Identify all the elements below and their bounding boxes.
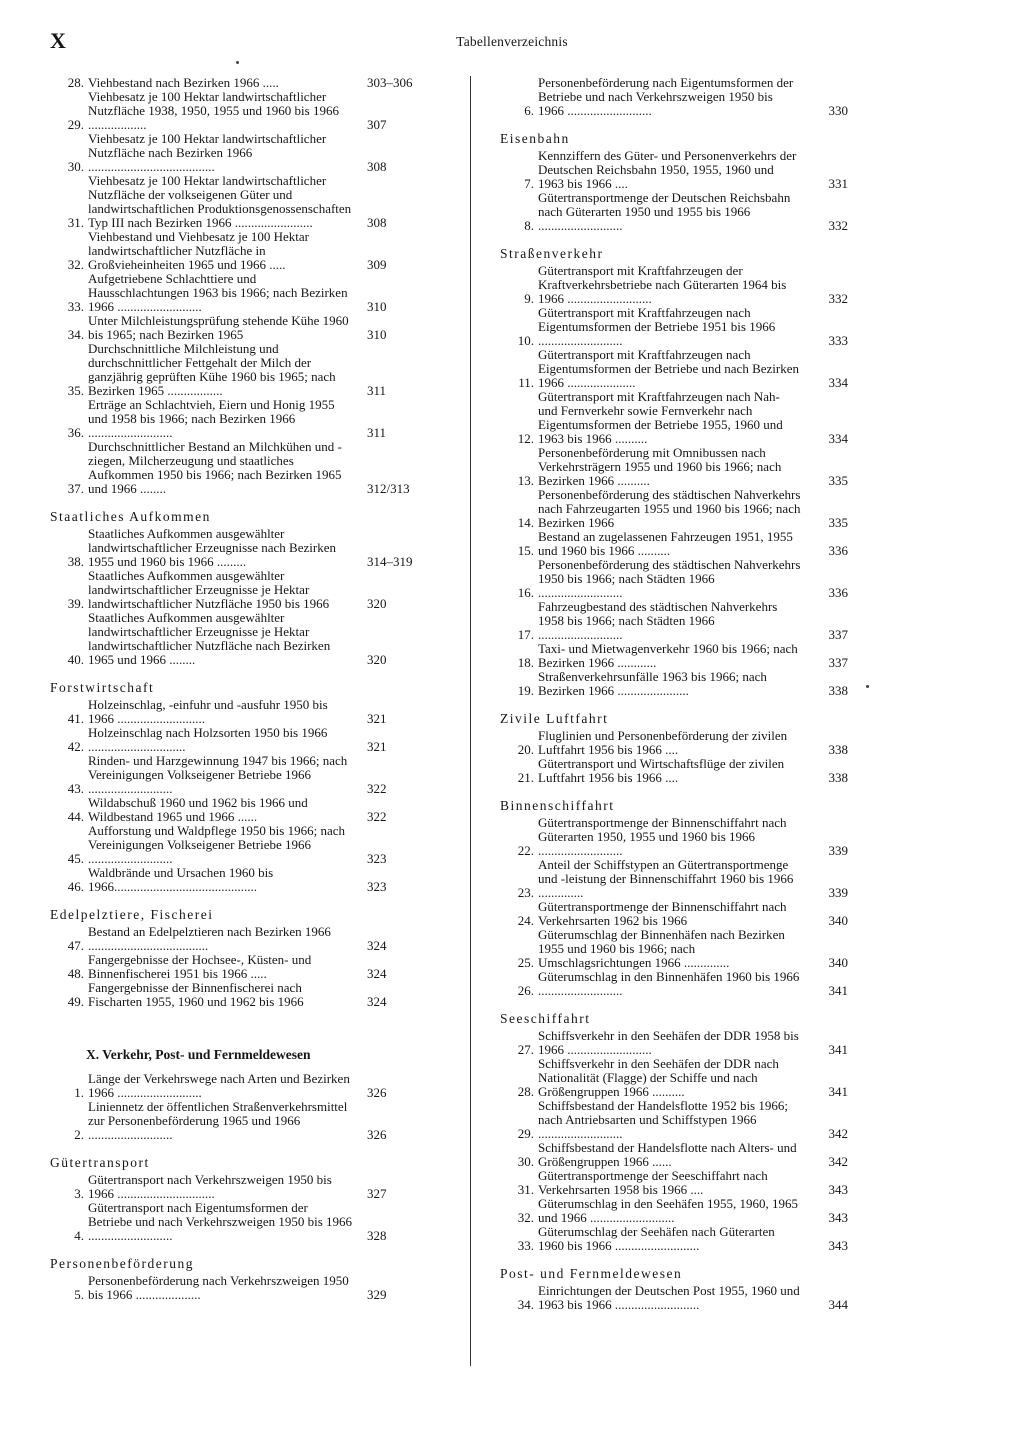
table-number: 18. — [517, 655, 534, 670]
toc-entry — [50, 754, 433, 796]
table-number: 16. — [517, 585, 534, 600]
table-title: Länge der Verkehrswege nach Arten und Bezirken 1966 .......................... — [88, 1071, 350, 1100]
print-speck — [866, 685, 869, 688]
table-number: 49. — [67, 994, 84, 1009]
page-number: 343 — [828, 1182, 848, 1197]
toc-entry — [50, 866, 433, 894]
table-title: Straßenverkehrsunfälle 1963 bis 1966; nach Bezirken 1966 ...................... — [538, 669, 767, 698]
table-number: 17. — [517, 627, 534, 642]
table-title: Gütertransport mit Kraftfahrzeugen nach Eigentumsformen der Betriebe 1951 bis 1966 .......................... — [538, 305, 776, 348]
table-title: Gütertransport mit Kraftfahrzeugen der Kraftverkehrsbetriebe nach Güterarten 1964 bis 1966 .......................... — [538, 263, 787, 306]
table-title: Personenbeförderung nach Eigentumsformen der Betriebe und nach Verkehrszweigen 1950 bis 1966 .......................... — [538, 75, 794, 118]
toc-entry — [500, 76, 848, 118]
table-number: 6. — [524, 103, 534, 118]
page-number: 326 — [367, 1085, 387, 1100]
table-number: 38. — [67, 554, 84, 569]
toc-entry — [500, 670, 848, 698]
toc-entry — [500, 1169, 848, 1197]
table-title: Gütertransport nach Eigentumsformen der Betriebe und nach Verkehrszweigen 1950 bis 1966 .......................... — [88, 1200, 353, 1243]
section-heading: Post- und Fernmeldewesen — [500, 1266, 683, 1281]
page-number: 323 — [367, 879, 387, 894]
page-number: 321 — [367, 711, 387, 726]
table-title: Staatliches Aufkommen ausgewählter landwirtschaftlicher Erzeugnisse je Hektar landwirtschaftlicher Nutzfläche 1950 bis 1966 — [88, 568, 330, 611]
table-title: Aufgetriebene Schlachttiere und Hausschlachtungen 1963 bis 1966; nach Bezirken 1966 .......................... — [88, 271, 348, 314]
page-number: 321 — [367, 739, 387, 754]
table-title: Bestand an zugelassenen Fahrzeugen 1951, 1955 und 1960 bis 1966 .......... — [538, 529, 793, 558]
section-heading: Gütertransport — [50, 1155, 150, 1170]
page-number: 322 — [367, 781, 387, 796]
toc-entry — [500, 390, 848, 446]
table-number: 3. — [74, 1186, 84, 1201]
section-heading: Forstwirtschaft — [50, 680, 155, 695]
page-number: 324 — [367, 938, 387, 953]
toc-entry — [50, 981, 433, 1009]
page-number: 338 — [828, 683, 848, 698]
toc-entry — [500, 970, 848, 998]
page-number: 326 — [367, 1127, 387, 1142]
table-number: 25. — [517, 955, 534, 970]
table-title: Anteil der Schiffstypen an Gütertransportmenge und -leistung der Binnenschiffahrt 1960 bis 1966 .............. — [538, 857, 794, 900]
column-divider — [470, 76, 471, 1366]
section-heading: Edelpelztiere, Fischerei — [50, 907, 214, 922]
toc-entry — [500, 757, 848, 785]
page-number: 339 — [828, 885, 848, 900]
table-number: 10. — [517, 333, 534, 348]
page-number: 310 — [367, 299, 387, 314]
table-number: 33. — [67, 299, 84, 314]
table-title: Unter Milchleistungsprüfung stehende Kühe 1960 bis 1965; nach Bezirken 1965 — [88, 313, 349, 342]
page-number: 335 — [828, 473, 848, 488]
table-title: Erträge an Schlachtvieh, Eiern und Honig 1955 und 1958 bis 1966; nach Bezirken 1966 .......................... — [88, 397, 335, 440]
table-number: 4. — [74, 1228, 84, 1243]
toc-entry — [50, 398, 433, 440]
table-number: 7. — [524, 176, 534, 191]
section-heading: Binnenschiffahrt — [500, 798, 615, 813]
table-number: 48. — [67, 966, 84, 981]
table-title: Durchschnittlicher Bestand an Milchkühen und -ziegen, Milcherzeugung und staatliches Aufkommen 1950 bis 1966; nach Bezirken 1965 und 1966 ........ — [88, 439, 342, 496]
toc-entry — [500, 900, 848, 928]
section-heading: Straßenverkehr — [500, 246, 604, 261]
table-title: Fluglinien und Personenbeförderung der zivilen Luftfahrt 1956 bis 1966 .... — [538, 728, 788, 757]
page-number: 331 — [828, 176, 848, 191]
table-number: 35. — [67, 383, 84, 398]
table-title: Aufforstung und Waldpflege 1950 bis 1966; nach Vereinigungen Volkseigener Betriebe 1966 .......................... — [88, 823, 345, 866]
toc-entry — [50, 726, 433, 754]
table-number: 47. — [67, 938, 84, 953]
page-number: 342 — [828, 1126, 848, 1141]
toc-entry — [50, 1173, 433, 1201]
table-title: Fangergebnisse der Hochsee-, Küsten- und Binnenfischerei 1951 bis 1966 ..... — [88, 952, 312, 981]
page-number: 311 — [367, 383, 387, 398]
table-title: Personenbeförderung mit Omnibussen nach Verkehrsträgern 1955 und 1960 bis 1966; nach Bezirken 1966 .......... — [538, 445, 782, 488]
chapter-heading: X. Verkehr, Post- und Fernmeldewesen — [86, 1047, 311, 1062]
table-number: 42. — [67, 739, 84, 754]
page-number: 320 — [367, 652, 387, 667]
table-title: Viehbestand und Viehbesatz je 100 Hektar landwirtschaftlicher Nutzfläche in Großvieheinheiten 1965 und 1966 ..... — [88, 229, 309, 272]
page-number: 311 — [367, 425, 387, 440]
page-number: 341 — [828, 1084, 848, 1099]
toc-entry — [50, 1201, 433, 1243]
table-title: Gütertransportmenge der Seeschiffahrt nach Verkehrsarten 1958 bis 1966 .... — [538, 1168, 768, 1197]
table-number: 24. — [517, 913, 534, 928]
toc-entry — [50, 230, 433, 272]
page-number: 338 — [828, 770, 848, 785]
toc-entry — [50, 342, 433, 398]
page-number: 328 — [367, 1228, 387, 1243]
toc-entry — [50, 698, 433, 726]
table-title: Gütertransportmenge der Binnenschiffahrt nach Güterarten 1950, 1955 und 1960 bis 1966 .......................... — [538, 815, 787, 858]
page-number: 332 — [828, 218, 848, 233]
toc-entry — [50, 611, 433, 667]
table-title: Kennziffern des Güter- und Personenverkehrs der Deutschen Reichsbahn 1950, 1955, 1960 und 1963 bis 1966 .... — [538, 148, 797, 191]
page-number: 342 — [828, 1154, 848, 1169]
table-title: Gütertransport nach Verkehrszweigen 1950 bis 1966 .............................. — [88, 1172, 332, 1201]
table-number: 45. — [67, 851, 84, 866]
table-title: Güterumschlag der Seehäfen nach Güterarten 1960 bis 1966 .......................... — [538, 1224, 775, 1253]
section-heading: Seeschiffahrt — [500, 1011, 591, 1026]
page-number: 327 — [367, 1186, 387, 1201]
page-number: 335 — [828, 515, 848, 530]
table-title: Gütertransport und Wirtschaftsflüge der zivilen Luftfahrt 1956 bis 1966 .... — [538, 756, 785, 785]
toc-entry — [500, 558, 848, 600]
table-title: Waldbrände und Ursachen 1960 bis 1966............................................ — [88, 865, 274, 894]
table-number: 43. — [67, 781, 84, 796]
table-number: 5. — [74, 1287, 84, 1302]
page-number: 310 — [367, 327, 387, 342]
toc-entry — [500, 488, 848, 530]
toc-entry — [500, 1197, 848, 1225]
table-number: 44. — [67, 809, 84, 824]
page-number: 336 — [828, 543, 848, 558]
table-title: Viehbesatz je 100 Hektar landwirtschaftlicher Nutzfläche 1938, 1950, 1955 und 1960 bis 1966 .................. — [88, 89, 339, 132]
table-number: 1. — [74, 1085, 84, 1100]
toc-entry — [50, 527, 433, 569]
table-number: 29. — [517, 1126, 534, 1141]
table-number: 32. — [517, 1210, 534, 1225]
toc-entry — [500, 306, 848, 348]
toc-entry — [50, 1100, 433, 1142]
page-number: 338 — [828, 742, 848, 757]
toc-entry — [50, 440, 433, 496]
table-title: Holzeinschlag nach Holzsorten 1950 bis 1966 .............................. — [88, 725, 328, 754]
table-title: Güterumschlag in den Binnenhäfen 1960 bis 1966 .......................... — [538, 969, 800, 998]
toc-entry — [500, 1225, 848, 1253]
table-title: Gütertransport mit Kraftfahrzeugen nach Nah- und Fernverkehr sowie Fernverkehr nach Eigentumsformen der Betriebe 1955, 1960 und 1963 bis 1966 .......... — [538, 389, 783, 446]
section-heading: Staatliches Aufkommen — [50, 509, 211, 524]
table-number: 2. — [74, 1127, 84, 1142]
table-number: 23. — [517, 885, 534, 900]
table-number: 9. — [524, 291, 534, 306]
table-number: 34. — [517, 1297, 534, 1312]
left-column — [50, 76, 433, 1302]
table-number: 15. — [517, 543, 534, 558]
toc-entry — [500, 729, 848, 757]
page-number: 340 — [828, 955, 848, 970]
table-number: 13. — [517, 473, 534, 488]
page-number: 324 — [367, 966, 387, 981]
page-number: 334 — [828, 375, 848, 390]
print-speck — [236, 61, 239, 64]
table-title: Liniennetz der öffentlichen Straßenverkehrsmittel zur Personenbeförderung 1965 und 1966 .......................... — [88, 1099, 348, 1142]
toc-entry — [500, 446, 848, 488]
table-number: 39. — [67, 596, 84, 611]
table-title: Personenbeförderung des städtischen Nahverkehrs nach Fahrzeugarten 1955 und 1960 bis 1966; nach Bezirken 1966 — [538, 487, 801, 530]
table-number: 22. — [517, 843, 534, 858]
toc-entry — [50, 90, 433, 132]
page-number: 341 — [828, 983, 848, 998]
page-number: 332 — [828, 291, 848, 306]
page-number: 323 — [367, 851, 387, 866]
table-title: Güterumschlag der Binnenhäfen nach Bezirken 1955 und 1960 bis 1966; nach Umschlagsrichtungen 1966 .............. — [538, 927, 785, 970]
page-number: 329 — [367, 1287, 387, 1302]
table-number: 26. — [517, 983, 534, 998]
toc-entry — [50, 272, 433, 314]
page-number: 322 — [367, 809, 387, 824]
toc-entry — [500, 816, 848, 858]
toc-entry — [50, 796, 433, 824]
page-number: 341 — [828, 1042, 848, 1057]
toc-entry — [50, 953, 433, 981]
table-number: 12. — [517, 431, 534, 446]
toc-entry — [50, 925, 433, 953]
table-number: 11. — [518, 375, 534, 390]
section-heading: Zivile Luftfahrt — [500, 711, 609, 726]
page-number: 307 — [367, 117, 387, 132]
table-number: 28. — [517, 1084, 534, 1099]
toc-entry — [500, 191, 848, 233]
table-title: Gütertransport mit Kraftfahrzeugen nach Eigentumsformen der Betriebe und nach Bezirken 1966 ..................... — [538, 347, 799, 390]
table-number: 31. — [67, 215, 84, 230]
toc-entry — [50, 314, 433, 342]
table-title: Personenbeförderung des städtischen Nahverkehrs 1950 bis 1966; nach Städten 1966 .......................... — [538, 557, 801, 600]
toc-entry — [500, 1099, 848, 1141]
table-title: Rinden- und Harzgewinnung 1947 bis 1966; nach Vereinigungen Volkseigener Betriebe 1966 .......................... — [88, 753, 348, 796]
table-number: 29. — [67, 117, 84, 132]
table-number: 46. — [67, 879, 84, 894]
toc-entry — [500, 149, 848, 191]
toc-entry — [50, 824, 433, 866]
page-number: 334 — [828, 431, 848, 446]
page-number: 339 — [828, 843, 848, 858]
page-number: 344 — [828, 1297, 848, 1312]
page-number: 312/313 — [367, 481, 410, 496]
toc-entry — [50, 1274, 433, 1302]
table-title: Durchschnittliche Milchleistung und durchschnittlicher Fettgehalt der Milch der ganzjährig geprüften Kühe 1960 bis 1965; nach Bezirken 1965 ................. — [88, 341, 336, 398]
table-number: 27. — [517, 1042, 534, 1057]
table-number: 19. — [517, 683, 534, 698]
page-number: 333 — [828, 333, 848, 348]
table-title: Fahrzeugbestand des städtischen Nahverkehrs 1958 bis 1966; nach Städten 1966 .......................... — [538, 599, 778, 642]
table-title: Schiffsbestand der Handelsflotte 1952 bis 1966; nach Antriebsarten und Schiffstypen 1966 .......................... — [538, 1098, 788, 1141]
table-title: Holzeinschlag, -einfuhr und -ausfuhr 1950 bis 1966 ........................... — [88, 697, 328, 726]
table-number: 20. — [517, 742, 534, 757]
table-number: 36. — [67, 425, 84, 440]
section-heading: Eisenbahn — [500, 131, 570, 146]
toc-entry — [500, 1284, 848, 1312]
table-number: 31. — [517, 1182, 534, 1197]
right-column — [500, 76, 848, 1312]
section-heading: Personenbeförderung — [50, 1256, 194, 1271]
table-title: Einrichtungen der Deutschen Post 1955, 1960 und 1963 bis 1966 .......................... — [538, 1283, 800, 1312]
page-number: 320 — [367, 596, 387, 611]
page-number: 337 — [828, 655, 848, 670]
page-number: 309 — [367, 257, 387, 272]
page-number: 343 — [828, 1238, 848, 1253]
page-header-title: Tabellenverzeichnis — [456, 34, 568, 49]
toc-entry — [50, 569, 433, 611]
table-title: Bestand an Edelpelztieren nach Bezirken 1966 ..................................... — [88, 924, 331, 953]
table-number: 30. — [517, 1154, 534, 1169]
toc-entry — [500, 1029, 848, 1057]
toc-entry — [50, 76, 433, 90]
toc-entry — [500, 1141, 848, 1169]
table-title: Gütertransportmenge der Deutschen Reichsbahn nach Güterarten 1950 und 1955 bis 1966 .......................... — [538, 190, 791, 233]
page-number: 308 — [367, 159, 387, 174]
chapter-roman-numeral: X — [50, 28, 67, 53]
table-title: Personenbeförderung nach Verkehrszweigen 1950 bis 1966 .................... — [88, 1273, 349, 1302]
table-number: 8. — [524, 218, 534, 233]
table-number: 21. — [517, 770, 534, 785]
table-number: 34. — [67, 327, 84, 342]
table-number: 32. — [67, 257, 84, 272]
table-number: 30. — [67, 159, 84, 174]
toc-entry — [500, 600, 848, 642]
page-number: 314–319 — [367, 554, 413, 569]
table-title: Fangergebnisse der Binnenfischerei nach Fischarten 1955, 1960 und 1962 bis 1966 — [88, 980, 304, 1009]
toc-entry — [50, 132, 433, 174]
table-number: 28. — [67, 75, 84, 90]
page-number: 336 — [828, 585, 848, 600]
toc-entry — [500, 348, 848, 390]
toc-entry — [50, 1072, 433, 1100]
table-title: Wildabschuß 1960 und 1962 bis 1966 und Wildbestand 1965 und 1966 ...... — [88, 795, 308, 824]
table-title: Viehbesatz je 100 Hektar landwirtschaftlicher Nutzfläche nach Bezirken 1966 ....................................... — [88, 131, 327, 174]
table-title: Schiffsverkehr in den Seehäfen der DDR nach Nationalität (Flagge) der Schiffe und nach Größengruppen 1966 .......... — [538, 1056, 779, 1099]
table-number: 37. — [67, 481, 84, 496]
toc-entry — [500, 530, 848, 558]
page-number: 340 — [828, 913, 848, 928]
toc-entry — [500, 642, 848, 670]
table-title: Taxi- und Mietwagenverkehr 1960 bis 1966; nach Bezirken 1966 ............ — [538, 641, 798, 670]
toc-entry — [50, 174, 433, 230]
table-number: 41. — [67, 711, 84, 726]
table-number: 33. — [517, 1238, 534, 1253]
page-number: 330 — [828, 103, 848, 118]
toc-entry — [500, 858, 848, 900]
table-title: Schiffsverkehr in den Seehäfen der DDR 1958 bis 1966 .......................... — [538, 1028, 799, 1057]
page-number: 343 — [828, 1210, 848, 1225]
page-number: 308 — [367, 215, 387, 230]
toc-entry — [500, 264, 848, 306]
table-title: Schiffsbestand der Handelsflotte nach Alters- und Größengruppen 1966 ...... — [538, 1140, 797, 1169]
table-title: Viehbestand nach Bezirken 1966 ..... — [88, 75, 279, 90]
table-title: Staatliches Aufkommen ausgewählter landwirtschaftlicher Erzeugnisse je Hektar landwirtschaftlicher Nutzfläche nach Bezirken 1965 und 1966 ........ — [88, 610, 331, 667]
page-number: 303–306 — [367, 75, 413, 90]
toc-entry — [500, 928, 848, 970]
page-number: 324 — [367, 994, 387, 1009]
table-title: Staatliches Aufkommen ausgewählter landwirtschaftlicher Erzeugnisse nach Bezirken 1955 und 1960 bis 1966 ......... — [88, 526, 336, 569]
page-number: 337 — [828, 627, 848, 642]
table-title: Viehbesatz je 100 Hektar landwirtschaftlicher Nutzfläche der volkseigenen Güter und landwirtschaftlichen Produktionsgenossenschaften Typ III nach Bezirken 1966 ........................ — [88, 173, 352, 230]
toc-entry — [500, 1057, 848, 1099]
table-title: Güterumschlag in den Seehäfen 1955, 1960, 1965 und 1966 .......................... — [538, 1196, 798, 1225]
table-number: 40. — [67, 652, 84, 667]
table-title: Gütertransportmenge der Binnenschiffahrt nach Verkehrsarten 1962 bis 1966 — [538, 899, 787, 928]
table-number: 14. — [517, 515, 534, 530]
